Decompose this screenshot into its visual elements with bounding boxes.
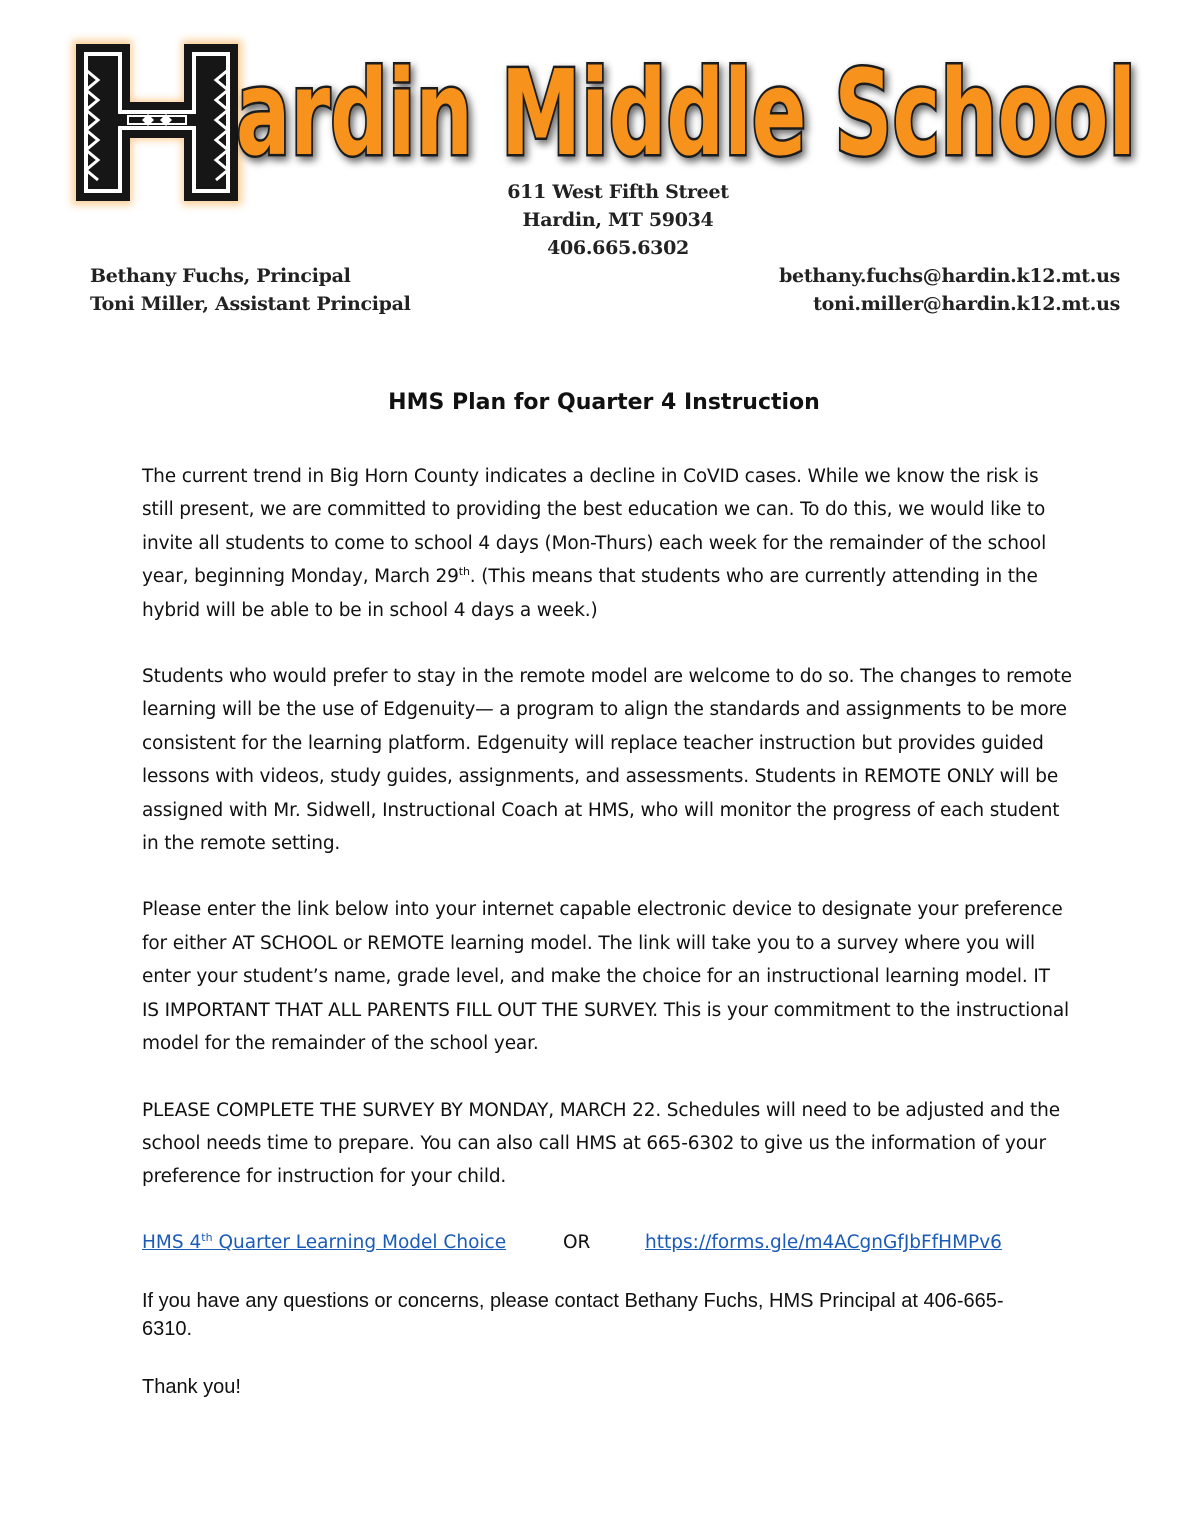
school-name-text: ardin Middle School [236, 44, 1136, 182]
address-street: 611 West Fifth Street [507, 181, 729, 203]
staff-emails [779, 262, 1120, 318]
paragraph-4: PLEASE COMPLETE THE SURVEY BY MONDAY, MARCH 22. Schedules will need to be adjusted and the school needs time to prepare. You can also call HMS at 665-6302 to give us the information of your preference for instruction for your child. [142, 1099, 1060, 1188]
principal-name: Bethany Fuchs, Principal [90, 265, 351, 287]
survey-url-link[interactable]: https://forms.gle/m4ACgnGfJbFfHMPv6 [645, 1232, 1002, 1253]
paragraph-2: Students who would prefer to stay in the remote model are welcome to do so. The changes to remote learning will be the use of Edgenuity— a program to align the standards and assignments to be more consistent for the learning platform. Edgenuity will replace teacher instruction but provides guided lessons with videos, study guides, assignments, and assessments. Students in REMOTE ONLY will be assigned with Mr. Sidwell, Instructional Coach at HMS, who will monitor the progress of each student in the remote setting. [142, 666, 1072, 855]
learning-model-choice-link[interactable]: HMS 4th Quarter Learning Model Choice [142, 1230, 507, 1253]
principal-email: bethany.fuchs@hardin.k12.mt.us [779, 265, 1120, 287]
paragraph-1: The current trend in Big Horn County indicates a decline in CoVID cases. While we know the risk is still present, we are committed to providing the best education we can. To do this, we would like to invite all students to come to school 4 days (Mon-Thurs) each week for the remainder of the school year, beginning Monday, March 29th. (This means that students who are currently attending in the hybrid will be able to be in school 4 days a week.) [142, 466, 1047, 621]
assistant-principal-name: Toni Miller, Assistant Principal [90, 293, 411, 315]
school-name-wordmark [236, 44, 1146, 182]
paragraph-3: Please enter the link below into your internet capable electronic device to designate your preference for either AT SCHOOL or REMOTE learning model. The link will take you to a survey where you will enter your student’s name, grade level, and make the choice for an instructional learning model. IT IS IMPORTANT THAT ALL PARENTS FILL OUT THE SURVEY. This is your commitment to the instructional model for the remainder of the school year. [142, 899, 1070, 1055]
school-address [0, 178, 1200, 262]
contact-paragraph: If you have any questions or concerns, please contact Bethany Fuchs, HMS Principal at 406-665-6310. [142, 1290, 1004, 1340]
address-city: Hardin, MT 59034 [522, 209, 714, 231]
closing-thanks: Thank you! [142, 1376, 241, 1398]
assistant-principal-email: toni.miller@hardin.k12.mt.us [813, 293, 1120, 315]
address-phone: 406.665.6302 [547, 237, 689, 259]
letter-body [142, 460, 1072, 1227]
document-title: HMS Plan for Quarter 4 Instruction [388, 390, 820, 415]
staff-names [90, 262, 411, 318]
letterhead [0, 0, 1200, 330]
or-separator: OR [563, 1232, 591, 1253]
